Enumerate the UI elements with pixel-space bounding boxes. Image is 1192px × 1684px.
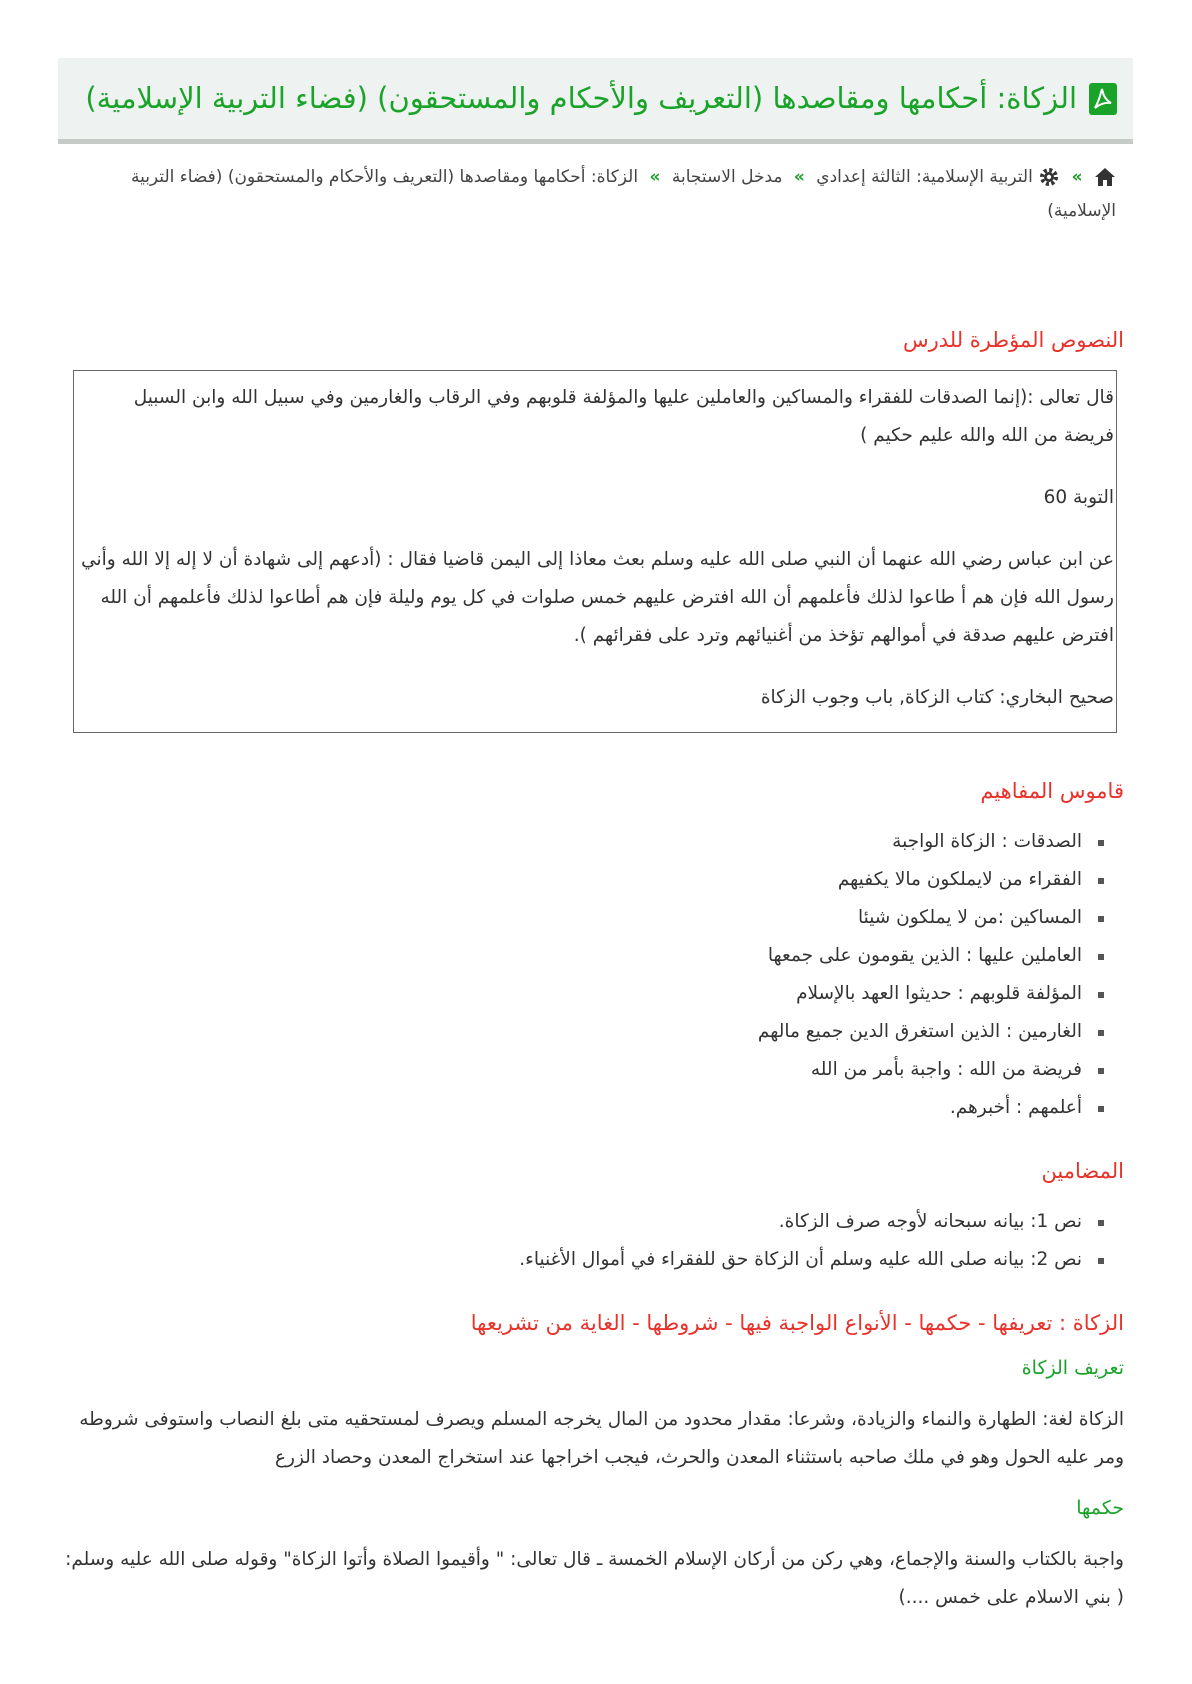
pdf-icon bbox=[1089, 83, 1117, 115]
list-item: الغارمين : الذين استغرق الدين جميع مالهم bbox=[758, 1013, 1104, 1051]
bullet-icon bbox=[1098, 1030, 1104, 1036]
glossary-list bbox=[758, 823, 1104, 1127]
list-item: الصدقات : الزكاة الواجبة bbox=[758, 823, 1104, 861]
glossary-heading: قاموس المفاهيم bbox=[980, 779, 1124, 803]
gear-icon bbox=[1038, 166, 1060, 188]
definition-heading: تعريف الزكاة bbox=[1021, 1357, 1124, 1379]
bullet-icon bbox=[1098, 992, 1104, 998]
breadcrumb-separator: » bbox=[649, 167, 661, 187]
ruling-paragraph: واجبة بالكتاب والسنة والإجماع، وهي ركن من أركان الإسلام الخمسة ـ قال تعالى: " وأقيموا الصلاة وأتوا الزكاة" وقوله صلى الله عليه وسلم: ( بني الاسلام على خمس ....) bbox=[65, 1549, 1124, 1608]
definition-paragraph: الزكاة لغة: الطهارة والنماء والزيادة، وشرعا: مقدار محدود من المال يخرجه المسلم ويصرف لمستحقيه متى بلغ النصاب واستوفى شروطه ومر عليه الحول وهو في ملك صاحبه باستثناء المعدن والحرث، فيجب اخراجها عند استخراج المعدن وحصاد الزرع bbox=[79, 1409, 1124, 1468]
breadcrumb-item-unit[interactable]: مدخل الاستجابة bbox=[671, 167, 783, 187]
breadcrumb-item-subject[interactable]: التربية الإسلامية: الثالثة إعدادي bbox=[816, 167, 1033, 187]
bullet-icon bbox=[1098, 1258, 1104, 1264]
zakat-heading: الزكاة : تعريفها - حكمها - الأنواع الواجبة فيها - شروطها - الغاية من تشريعها bbox=[470, 1311, 1124, 1335]
quran-reference: التوبة 60 bbox=[1043, 487, 1114, 508]
page-title: الزكاة: أحكامها ومقاصدها (التعريف والأحكام والمستحقون) (فضاء التربية الإسلامية) bbox=[85, 81, 1077, 116]
breadcrumb bbox=[116, 160, 1116, 228]
bullet-icon bbox=[1098, 1220, 1104, 1226]
list-item: أعلمهم : أخبرهم. bbox=[758, 1089, 1104, 1127]
ruling-heading: حكمها bbox=[1076, 1497, 1124, 1519]
breadcrumb-separator: » bbox=[1071, 167, 1083, 187]
list-item: الفقراء من لايملكون مالا يكفيهم bbox=[758, 861, 1104, 899]
breadcrumb-separator: » bbox=[793, 167, 805, 187]
bullet-icon bbox=[1098, 916, 1104, 922]
bullet-icon bbox=[1098, 878, 1104, 884]
hadith-text: عن ابن عباس رضي الله عنهما أن النبي صلى الله عليه وسلم بعث معاذا إلى اليمن قاضيا فقال : (أدعهم إلى شهادة أن لا إله إلا الله وأني رسول الله فإن هم أ طاعوا لذلك فأعلمهم أن الله افترض عليهم خمس صلوات في كل يوم وليلة فإن هم أطاعوا لذلك فأعلمهم أن الله افترض عليهم صدقة في أموالهم تؤخذ من أغنيائهم وترد على فقرائهم ). bbox=[81, 549, 1114, 646]
contents-list bbox=[519, 1203, 1104, 1279]
home-icon[interactable] bbox=[1094, 167, 1116, 187]
bullet-icon bbox=[1098, 840, 1104, 846]
list-item: المؤلفة قلوبهم : حديثوا العهد بالإسلام bbox=[758, 975, 1104, 1013]
title-bar bbox=[58, 58, 1133, 144]
list-item: العاملين عليها : الذين يقومون على جمعها bbox=[758, 937, 1104, 975]
list-item: المساكين :من لا يملكون شيئا bbox=[758, 899, 1104, 937]
breadcrumb-item-current: الزكاة: أحكامها ومقاصدها (التعريف والأحكام والمستحقون) (فضاء التربية الإسلامية) bbox=[130, 167, 1116, 221]
list-item: فريضة من الله : واجبة بأمر من الله bbox=[758, 1051, 1104, 1089]
bullet-icon bbox=[1098, 1106, 1104, 1112]
quran-verse: قال تعالى :(إنما الصدقات للفقراء والمساكين والعاملين عليها والمؤلفة قلوبهم وفي الرقاب والغارمين وفي سبيل الله وابن السبيل فريضة من الله والله عليم حكيم ) bbox=[133, 387, 1114, 446]
bullet-icon bbox=[1098, 1068, 1104, 1074]
list-item: نص 2: بيانه صلى الله عليه وسلم أن الزكاة حق للفقراء في أموال الأغنياء. bbox=[519, 1241, 1104, 1279]
list-item: نص 1: بيانه سبحانه لأوجه صرف الزكاة. bbox=[519, 1203, 1104, 1241]
contents-heading: المضامين bbox=[1041, 1159, 1124, 1183]
bullet-icon bbox=[1098, 954, 1104, 960]
framing-texts-box bbox=[73, 370, 1117, 733]
texts-heading: النصوص المؤطرة للدرس bbox=[902, 328, 1124, 352]
hadith-reference: صحيح البخاري: كتاب الزكاة, باب وجوب الزكاة bbox=[760, 687, 1114, 708]
